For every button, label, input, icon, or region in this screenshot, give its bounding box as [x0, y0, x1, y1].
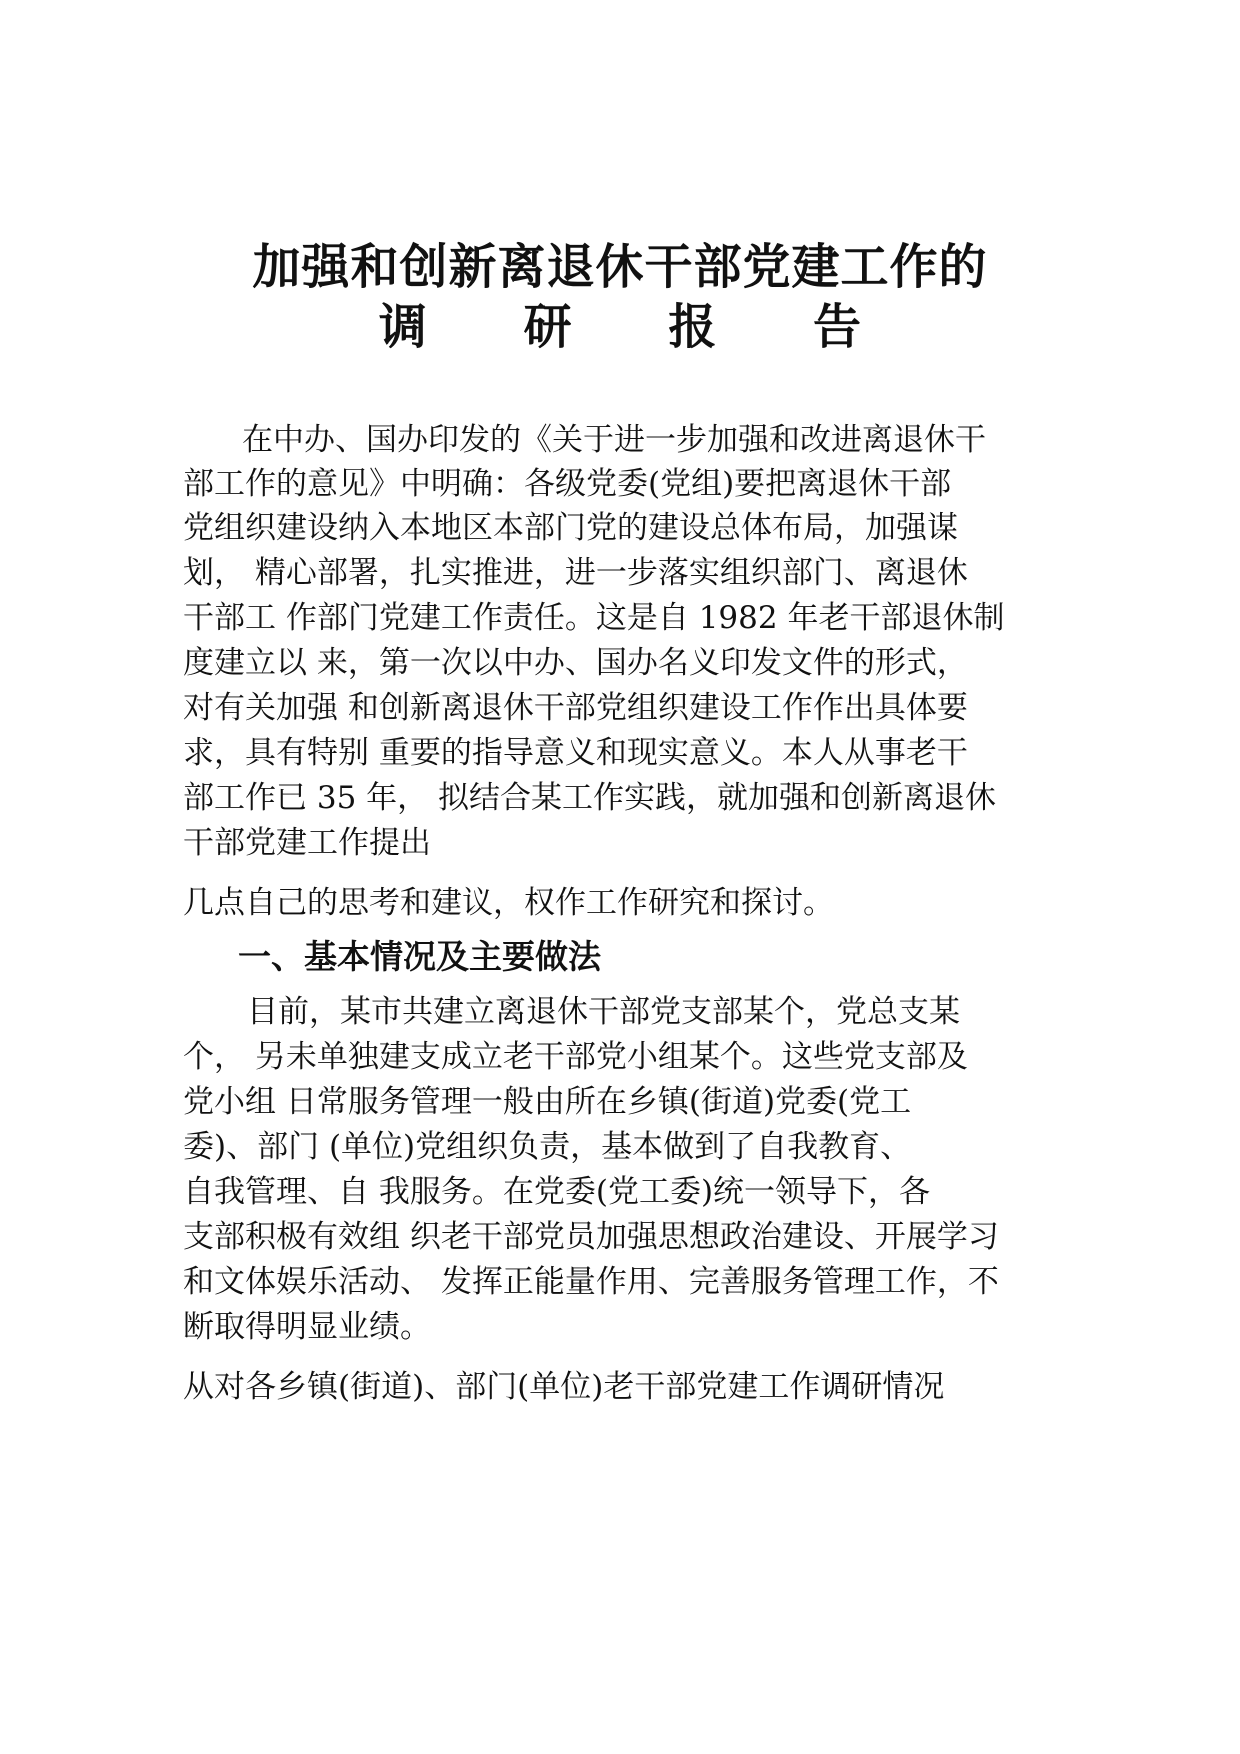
paragraph-1-line: 干部工 作部门党建工作责任。这是自 1982 年老干部退休制: [183, 600, 1005, 636]
paragraph-2-line: 支部积极有效组 织老干部党员加强思想政治建设、开展学习: [183, 1219, 999, 1255]
paragraph-1-line: 度建立以 来，第一次以中办、国办名义印发文件的形式，: [183, 645, 968, 681]
paragraph-1-line: 求，具有特别 重要的指导意义和现实意义。本人从事老干: [183, 735, 968, 771]
paragraph-1-line: 干部党建工作提出: [183, 825, 431, 861]
paragraph-1-tail: 几点自己的思考和建议，权作工作研究和探讨。: [183, 885, 834, 921]
report-title-line-2: 调 研 报 告: [378, 299, 902, 355]
paragraph-1-line: 部工作的意见》中明确：各级党委(党组)要把离退休干部: [183, 466, 952, 502]
paragraph-2-line: 个， 另未单独建支成立老干部党小组某个。这些党支部及: [183, 1039, 968, 1075]
report-title-line-1: 加强和创新离退休干部党建工作的: [252, 239, 988, 295]
paragraph-1-line: 对有关加强 和创新离退休干部党组织建设工作作出具体要: [183, 690, 968, 726]
paragraph-2-line: 委)、部门 (单位)党组织负责，基本做到了自我教育、: [183, 1129, 912, 1165]
paragraph-1-line: 党组织建设纳入本地区本部门党的建设总体布局，加强谋: [183, 510, 958, 546]
paragraph-2-line: 党小组 日常服务管理一般由所在乡镇(街道)党委(党工: [183, 1084, 912, 1120]
paragraph-2-line: 断取得明显业绩。: [183, 1309, 431, 1345]
paragraph-2-line: 自我管理、自 我服务。在党委(党工委)统一领导下，各: [183, 1174, 931, 1210]
paragraph-2-line: 和文体娱乐活动、 发挥正能量作用、完善服务管理工作，不: [183, 1264, 999, 1300]
paragraph-3-line: 从对各乡镇(街道)、部门(单位)老干部党建工作调研情况: [183, 1369, 945, 1405]
paragraph-1-line: 部工作已 35 年， 拟结合某工作实践，就加强和创新离退休: [183, 780, 997, 816]
paragraph-2-line: 目前，某市共建立离退休干部党支部某个，党总支某: [247, 994, 960, 1030]
paragraph-1-line: 划， 精心部署，扎实推进，进一步落实组织部门、离退休: [183, 555, 968, 591]
section-heading: 一、基本情况及主要做法: [238, 937, 601, 976]
paragraph-1-line: 在中办、国办印发的《关于进一步加强和改进离退休干: [242, 422, 986, 458]
